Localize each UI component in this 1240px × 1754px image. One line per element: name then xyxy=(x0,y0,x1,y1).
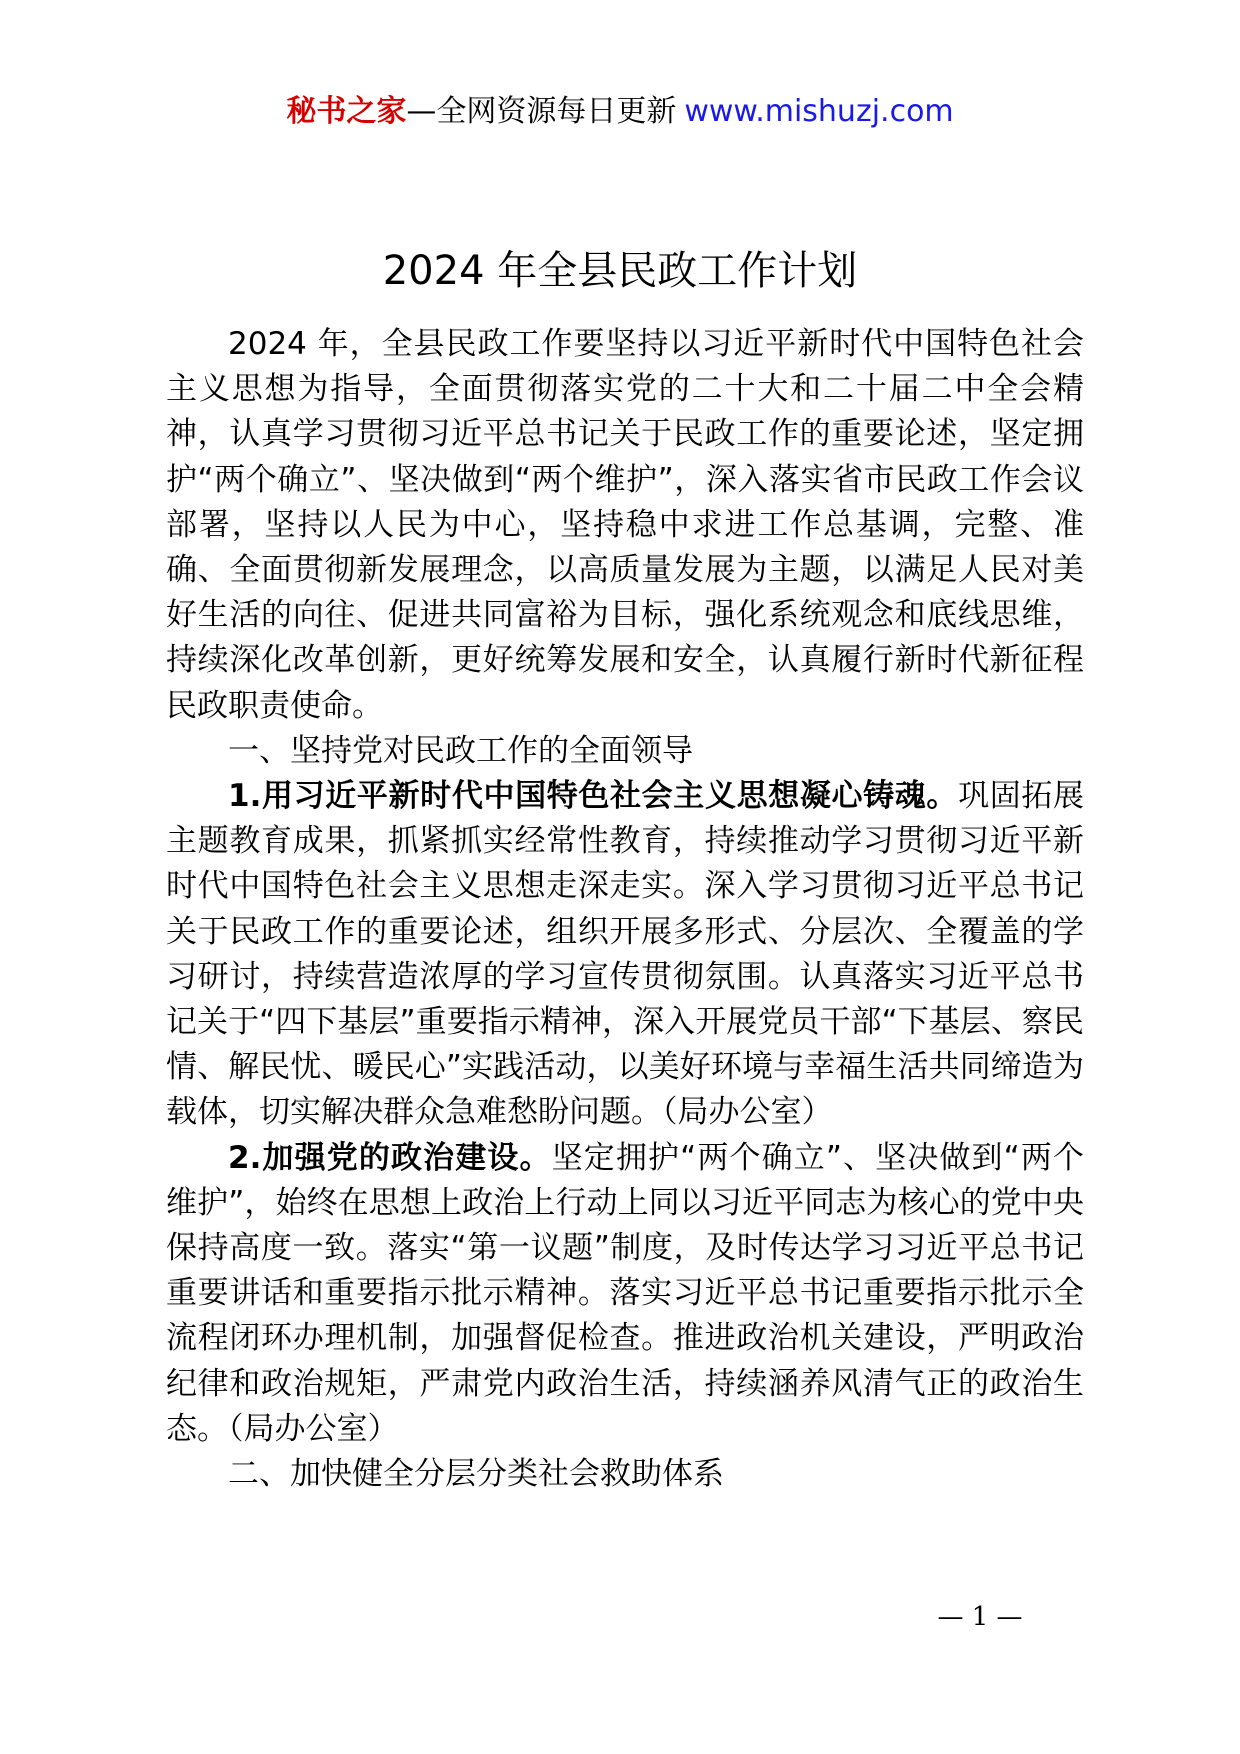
intro-paragraph: 2024 年，全县民政工作要坚持以习近平新时代中国特色社会主义思想为指导，全面贯彻落实党的二十大和二十届二中全会精神，认真学习贯彻习近平总书记关于民政工作的重要论述，坚定拥护“两个确立”、坚决做到“两个维护”，深入落实省市民政工作会议部署，坚持以人民为中心，坚持稳中求进工作总基调，完整、准确、全面贯彻新发展理念，以高质量发展为主题，以满足人民对美好生活的向往、促进共同富裕为目标，强化系统观念和底线思维，持续深化改革创新，更好统筹发展和安全，认真履行新时代新征程民政职责使命。 xyxy=(166,326,1084,724)
document-body xyxy=(166,322,1084,1497)
site-brand: 秘书之家 xyxy=(286,94,407,129)
item-paragraph-2 xyxy=(166,1136,1084,1452)
item-paragraph-1 xyxy=(166,774,1084,1136)
section-heading-2: 二、加快健全分层分类社会救助体系 xyxy=(228,1456,724,1493)
section-heading-1: 一、坚持党对民政工作的全面领导 xyxy=(228,732,693,769)
item-2-text: 坚定拥护“两个确立”、坚决做到“两个维护”，始终在思想上政治上行动上同以习近平同志为核心的党中央保持高度一致。落实“第一议题”制度，及时传达学习习近平总书记重要讲话和重要指示批示精神。落实习近平总书记重要指示批示全流程闭环办理机制，加强督促检查。推进政治机关建设，严明政治纪律和政治规矩，严肃党内政治生活，持续涵养风清气正的政治生态。（局办公室） xyxy=(166,1139,1084,1447)
site-tagline: —全网资源每日更新 xyxy=(406,94,677,129)
item-1-heading: 1.用习近平新时代中国特色社会主义思想凝心铸魂。 xyxy=(228,778,959,815)
item-2-heading: 2.加强党的政治建设。 xyxy=(228,1139,552,1176)
page-number: — 1 — xyxy=(937,1602,1023,1632)
item-1-text: 巩固拓展主题教育成果，抓紧抓实经常性教育，持续推动学习贯彻习近平新时代中国特色社会主义思想走深走实。深入学习贯彻习近平总书记关于民政工作的重要论述，组织开展多形式、分层次、全覆盖的学习研讨，持续营造浓厚的学习宣传贯彻氛围。认真落实习近平总书记关于“四下基层”重要指示精神，深入开展党员干部“下基层、察民情、解民忧、暖民心”实践活动，以美好环境与幸福生活共同缔造为载体，切实解决群众急难愁盼问题。（局办公室） xyxy=(166,778,1084,1131)
site-url-link[interactable]: www.mishuzj.com xyxy=(684,94,954,129)
document-title: 2024 年全县民政工作计划 xyxy=(382,248,858,294)
site-header xyxy=(0,92,1240,132)
